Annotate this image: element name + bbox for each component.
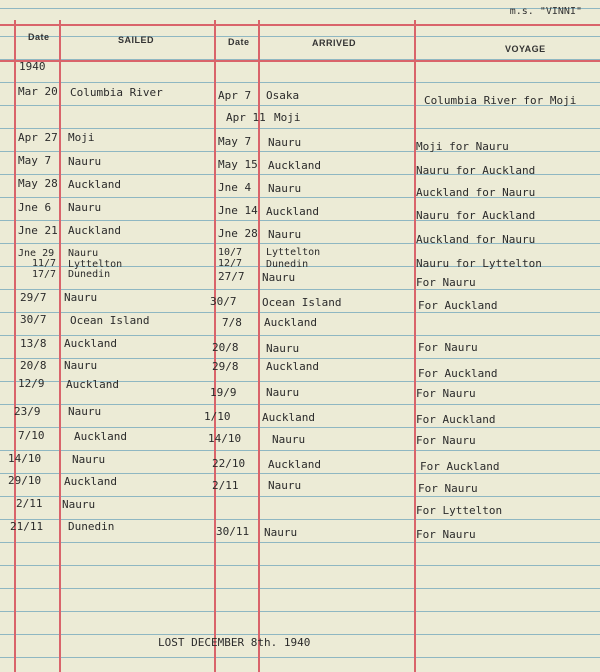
sailed-date: Jne 29 — [18, 248, 55, 259]
header-date-sailed: Date — [28, 32, 50, 42]
voyage-text: For Lyttelton — [416, 504, 503, 517]
header-arrived: ARRIVED — [312, 38, 357, 48]
voyage-text: For Auckland — [420, 460, 500, 473]
arrived-place: Dunedin — [266, 259, 309, 270]
arrived-date: Apr 7 — [218, 89, 252, 102]
arrived-place: Nauru — [268, 182, 302, 195]
voyage-text: Nauru for Lyttelton — [416, 257, 542, 270]
header-voyage: VOYAGE — [505, 44, 546, 54]
sailed-date: 7/10 — [18, 429, 45, 442]
sailed-date: 13/8 — [20, 337, 47, 350]
arrived-date: 12/7 — [218, 258, 243, 269]
arrived-date: 14/10 — [208, 432, 242, 445]
header-top-rule — [0, 24, 600, 26]
arrived-place: Nauru — [266, 386, 300, 399]
voyage-text: For Nauru — [418, 341, 478, 354]
sailed-date: May 7 — [18, 154, 52, 167]
sailed-place: Nauru — [68, 155, 102, 168]
column-rule — [414, 20, 416, 672]
arrived-date: May 7 — [218, 135, 252, 148]
arrived-place: Nauru — [268, 228, 302, 241]
arrived-place: Auckland — [268, 159, 321, 172]
voyage-text: Nauru for Auckland — [416, 209, 536, 222]
arrived-place: Auckland — [266, 205, 319, 218]
arrived-date: May 15 — [218, 158, 258, 171]
arrived-date: 30/7 — [210, 295, 237, 308]
sailed-place: Nauru — [64, 359, 98, 372]
voyage-text: For Auckland — [418, 299, 498, 312]
arrived-place: Ocean Island — [262, 296, 342, 309]
voyage-text: Auckland for Nauru — [416, 233, 536, 246]
sailed-date: 29/10 — [8, 474, 42, 487]
arrived-date: 1/10 — [204, 410, 231, 423]
sailed-date: 2/11 — [16, 497, 43, 510]
arrived-date: 20/8 — [212, 341, 239, 354]
sailed-date: 12/9 — [18, 377, 45, 390]
arrived-place: Auckland — [264, 316, 317, 329]
sailed-date: May 28 — [18, 177, 58, 190]
header-sailed: SAILED — [118, 35, 155, 45]
sailed-place: Nauru — [72, 453, 106, 466]
sailed-place: Columbia River — [70, 86, 163, 99]
sailed-date: Jne 21 — [18, 224, 58, 237]
voyage-text: For Auckland — [416, 413, 496, 426]
arrived-place: Nauru — [272, 433, 306, 446]
sailed-place: Auckland — [64, 337, 117, 350]
year-label: 1940 — [19, 60, 46, 73]
arrived-place: Moji — [274, 111, 301, 124]
sailed-place: Dunedin — [68, 520, 115, 533]
arrived-place: Osaka — [266, 89, 300, 102]
arrived-date: 22/10 — [212, 457, 246, 470]
sailed-place: Nauru — [64, 291, 98, 304]
sailed-date: 29/7 — [20, 291, 47, 304]
arrived-date: 2/11 — [212, 479, 239, 492]
sailed-place: Nauru — [68, 201, 102, 214]
arrived-date: Apr 11 — [226, 111, 266, 124]
sailed-date: Jne 6 — [18, 201, 52, 214]
arrived-place: Auckland — [266, 360, 319, 373]
arrived-place: Auckland — [268, 458, 321, 471]
sailed-date: 11/7 — [32, 258, 57, 269]
arrived-place: Nauru — [262, 271, 296, 284]
header-date-arrived: Date — [228, 37, 250, 47]
arrived-place: Nauru — [268, 136, 302, 149]
sailed-date: 17/7 — [32, 269, 57, 280]
voyage-text: Nauru for Auckland — [416, 164, 536, 177]
sailed-place: Dunedin — [68, 269, 111, 280]
sailed-place: Auckland — [66, 378, 119, 391]
sailed-place: Auckland — [68, 224, 121, 237]
sailed-place: Auckland — [64, 475, 117, 488]
sailed-place: Nauru — [62, 498, 96, 511]
sailed-date: 21/11 — [10, 520, 44, 533]
arrived-place: Nauru — [266, 342, 300, 355]
voyage-text: For Nauru — [416, 387, 476, 400]
arrived-place: Auckland — [262, 411, 315, 424]
voyage-text: Auckland for Nauru — [416, 186, 536, 199]
header-bottom-rule — [0, 60, 600, 62]
arrived-date: 19/9 — [210, 386, 237, 399]
sailed-date: 30/7 — [20, 313, 47, 326]
sailed-date: Mar 20 — [18, 85, 58, 98]
sailed-place: Nauru — [68, 248, 99, 259]
sailed-date: Apr 27 — [18, 131, 58, 144]
margin-rule — [14, 20, 16, 672]
arrived-date: 10/7 — [218, 247, 243, 258]
arrived-place: Nauru — [264, 526, 298, 539]
lost-note: LOST DECEMBER 8th. 1940 — [158, 636, 311, 649]
sailed-place: Nauru — [68, 405, 102, 418]
arrived-date: Jne 4 — [218, 181, 252, 194]
sailed-place: Moji — [68, 131, 95, 144]
sailed-place: Auckland — [68, 178, 121, 191]
voyage-text: For Nauru — [416, 528, 476, 541]
arrived-date: Jne 28 — [218, 227, 258, 240]
arrived-date: 7/8 — [222, 316, 242, 329]
sailed-date: 23/9 — [14, 405, 41, 418]
voyage-text: For Nauru — [418, 482, 478, 495]
voyage-text: For Nauru — [416, 434, 476, 447]
sailed-place: Lyttelton — [68, 259, 123, 270]
arrived-date: 30/11 — [216, 525, 250, 538]
voyage-text: Columbia River for Moji — [424, 94, 577, 107]
ship-name: m.s. "VINNI" — [509, 6, 582, 17]
sailed-date: 20/8 — [20, 359, 47, 372]
sailed-place: Ocean Island — [70, 314, 150, 327]
arrived-date: 27/7 — [218, 270, 245, 283]
arrived-place: Nauru — [268, 479, 302, 492]
voyage-text: For Nauru — [416, 276, 476, 289]
column-rule — [59, 20, 61, 672]
sailed-place: Auckland — [74, 430, 127, 443]
arrived-date: Jne 14 — [218, 204, 258, 217]
sailed-date: 14/10 — [8, 452, 42, 465]
voyage-text: For Auckland — [418, 367, 498, 380]
arrived-place: Lyttelton — [266, 247, 321, 258]
voyage-text: Moji for Nauru — [416, 140, 509, 153]
arrived-date: 29/8 — [212, 360, 239, 373]
